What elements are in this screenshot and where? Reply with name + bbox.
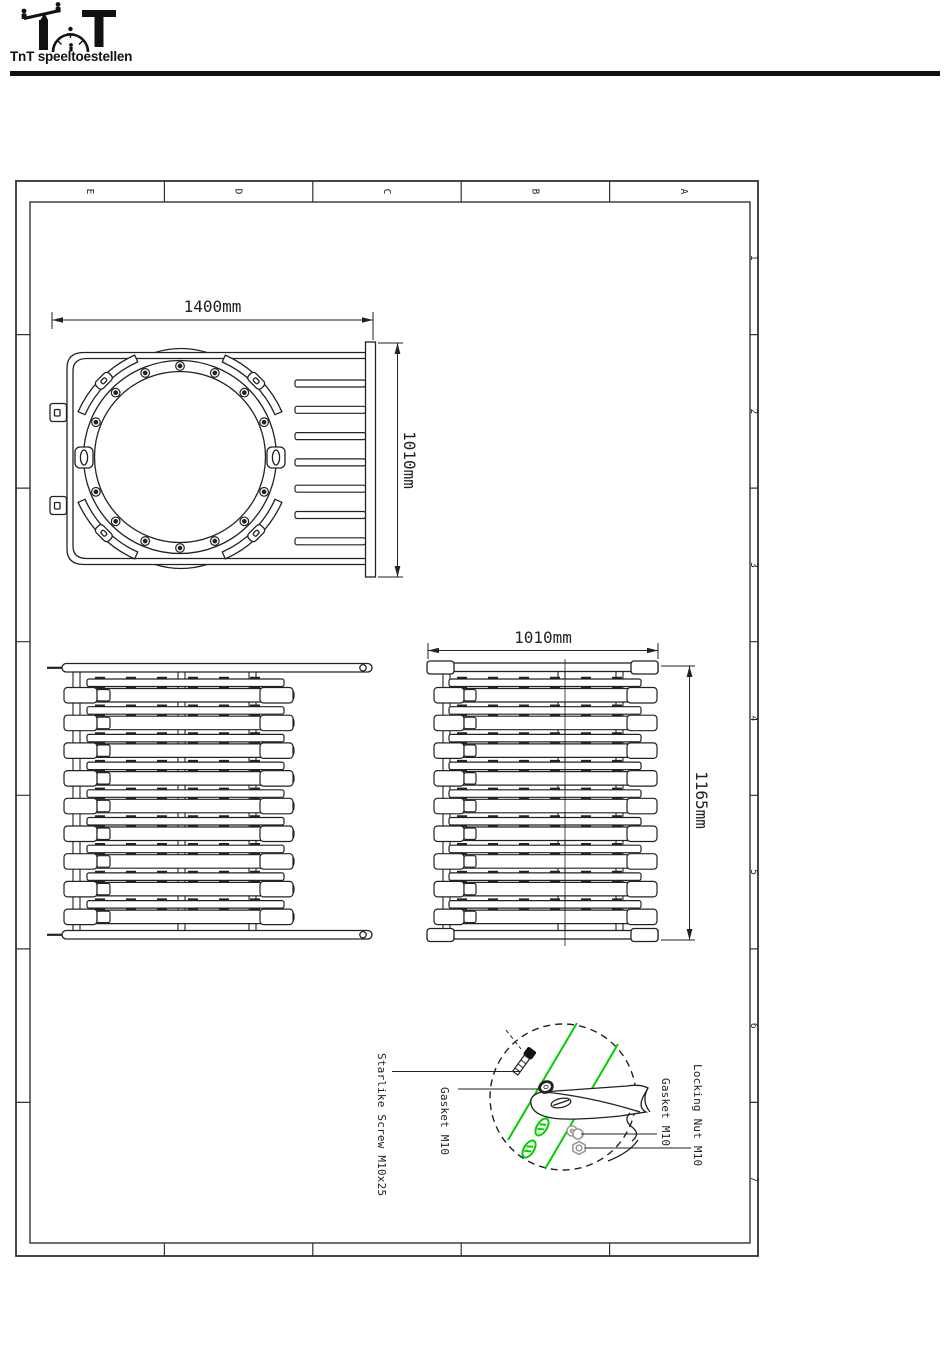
side-view-width-label: 1010mm	[514, 628, 572, 647]
side-view-height-label: 1165mm	[692, 771, 711, 829]
zone-label-c: C	[381, 188, 392, 195]
zone-label-1: 1	[748, 254, 759, 261]
zone-label-2: 2	[748, 408, 759, 415]
callout-locking-nut: Locking Nut M10	[691, 1064, 704, 1167]
brand-text: TnT speeltoestellen	[10, 49, 133, 64]
callout-gasket-screwside: Gasket M10	[438, 1087, 451, 1156]
side-view-height-dimension	[661, 666, 695, 940]
top-rail	[47, 664, 372, 673]
top-view-width-dimension	[52, 312, 373, 340]
tunnel-ring-inner	[95, 372, 266, 543]
zone-label-5: 5	[748, 869, 759, 875]
top-cap	[427, 661, 658, 674]
side-view-left	[47, 664, 372, 940]
zone-label-6: 6	[748, 1022, 759, 1029]
rail-end-bar	[366, 342, 376, 577]
detail-view	[392, 1023, 691, 1170]
top-view-height-label: 1010mm	[400, 431, 419, 489]
bottom-cap	[427, 929, 658, 942]
bottom-rail	[47, 931, 372, 940]
zone-label-4: 4	[748, 715, 759, 722]
rung-set	[295, 380, 366, 545]
top-view-width-label: 1400mm	[183, 297, 242, 316]
callout-gasket-nutside: Gasket M10	[659, 1078, 672, 1147]
zone-label-e: E	[84, 188, 96, 195]
side-view-right	[427, 643, 695, 946]
top-view-height-dimension	[378, 343, 403, 577]
zone-label-a: A	[677, 188, 689, 195]
zone-labels-top	[84, 189, 689, 195]
callout-starlike-screw: Starlike Screw M10x25	[375, 1053, 388, 1197]
zone-label-7: 7	[748, 1176, 759, 1183]
top-view	[50, 312, 403, 577]
zone-label-d: D	[232, 188, 244, 195]
zone-label-b: B	[529, 188, 541, 195]
zone-label-3: 3	[748, 562, 759, 568]
